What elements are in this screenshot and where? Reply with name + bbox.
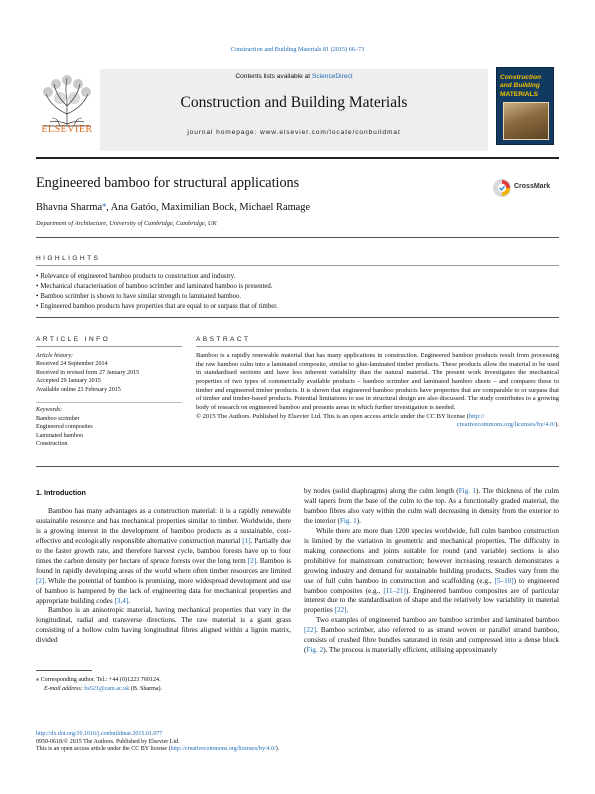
paragraph — [304, 616, 559, 656]
text-run: ). — [356, 516, 361, 525]
figure-link[interactable]: Fig. 1 — [339, 516, 357, 525]
license-link-cont[interactable]: creativecommons.org/licenses/by/4.0/ — [456, 421, 556, 429]
doi-link[interactable]: http://dx.doi.org/10.1016/j.conbuildmat.2015.01.077 — [36, 731, 163, 737]
bottom-matter — [36, 731, 436, 754]
abstract-text — [196, 352, 559, 430]
divider — [36, 466, 559, 467]
keywords — [36, 406, 182, 449]
header-divider — [36, 157, 559, 159]
citation-link[interactable]: [5–10] — [494, 576, 514, 585]
divider — [36, 402, 182, 403]
figure-link[interactable]: Fig. 1 — [458, 487, 477, 495]
email-line — [36, 685, 291, 694]
text-run: . — [128, 596, 131, 605]
journal-reference[interactable]: Construction and Building Materials 81 (2015) 66–73 — [230, 46, 365, 53]
publisher-name: ELSEVIER — [41, 124, 93, 135]
list-item: Received 24 September 2014 — [36, 361, 108, 368]
divider — [36, 317, 559, 318]
authors-rest: , Ana Gatóo, Maximilian Bock, Michael Ramage — [106, 202, 311, 213]
list-item: • Bamboo scrimber is shown to have similar strength to laminated bamboo. — [36, 292, 559, 302]
section-heading: 1. Introduction — [36, 488, 86, 497]
text-run: . Bamboo scrimber, also referred to as strand woven or parallel strand bamboo, consists of crushed fibre bundles saturated in resin and compressed into a dense block ( — [304, 626, 559, 655]
highlights-heading: HIGHLIGHTS — [36, 255, 101, 262]
list-item: • Mechanical characterisation of bamboo scrimber and laminated bamboo is presented. — [36, 282, 559, 292]
article-title: Engineered bamboo for structural applications — [36, 175, 300, 191]
homepage-link[interactable]: www.elsevier.com/locate/conbuildmat — [259, 129, 401, 136]
crossmark-label: CrossMark — [514, 183, 551, 190]
text-run: Two examples of engineered bamboo are bamboo scrimber and laminated bamboo — [316, 616, 559, 625]
paragraph — [304, 487, 559, 527]
citation-link[interactable]: [11–21] — [383, 586, 406, 595]
citation-link[interactable]: [22] — [304, 626, 316, 635]
text-run: While there are more than 1200 species worldwide, full culm bamboo construction is limited by the variation in geometric and mechanical properties. The difficulty in making connections and joints suitable for round (and variable) sections is also prohibitive for mainstream construction; however increasing research demonstrates a growing industry and demand for sustainable building products. Studies vary from the use of full culm bamboo in construction and scaffolding (e.g., — [304, 526, 559, 585]
text-run: . While the potential of bamboo is promising, more widespread development and use of bamboo is hampered by the lack of engineering data for mechanical properties and appropriate building codes — [36, 576, 291, 605]
list-item: • Engineered bamboo products have properties that are equal to or surpass that of timber. — [36, 302, 559, 312]
list-item: Construction — [36, 441, 68, 448]
footnote-text: Corresponding author. Tel.: +44 (0)1223 760124. — [39, 677, 161, 683]
divider — [36, 346, 182, 347]
citation-link[interactable]: [2] — [36, 576, 45, 585]
text-run: . — [346, 606, 349, 615]
highlights-list — [36, 272, 559, 312]
corresponding-author-mark[interactable]: ⁎ — [102, 200, 107, 209]
footnote-divider — [36, 670, 92, 671]
oa-text: This is an open access article under the CC BY license ( — [36, 746, 171, 753]
divider — [36, 237, 559, 238]
list-item: Received in revised form 27 January 2015 — [36, 369, 140, 376]
body-left-column — [36, 488, 291, 646]
abstract-license: © 2015 The Authors. Published by Elsevier Ltd. This is an open access article under the CC BY license ( — [196, 412, 469, 420]
issn-line: 0950-0618/© 2015 The Authors. Published by Elsevier Ltd. — [36, 738, 180, 745]
divider — [196, 346, 559, 347]
contents-line — [100, 73, 488, 80]
crossmark-icon — [492, 178, 512, 198]
journal-homepage — [100, 129, 488, 136]
email-link[interactable]: bs521@cam.ac.uk — [84, 685, 130, 692]
journal-title: Construction and Building Materials — [180, 94, 408, 111]
article-history — [36, 352, 182, 394]
text-run: ). The thickness of the culm wall tapers from the base of the culm to the top. As a functionally graded material, the bamboo fibres also vary within the culm wall decreasing in density from the exterior to the interior ( — [304, 487, 560, 525]
article-info-heading: ARTICLE INFO — [36, 336, 111, 343]
text-run: ). Engineered bamboo composites are of particular interest due to the standardisation of shape and the relatively low variability in material properties — [304, 586, 559, 615]
keywords-label: Keywords: — [36, 407, 63, 413]
paragraph — [304, 527, 559, 617]
paragraph: Bamboo is an anisotropic material, having mechanical properties that vary in the longitudinal, radial and transverse directions. The raw material is a giant grass consisting of a hollow culm having longitudinal fibres aligned within a lignin matrix, divided — [36, 606, 291, 645]
email-suffix: (B. Sharma). — [129, 685, 163, 692]
corresponding-author-note — [36, 676, 291, 685]
footnote — [36, 676, 291, 693]
divider — [36, 265, 559, 266]
footnote-mark: ⁎ — [36, 677, 40, 683]
history-label: Article history: — [36, 353, 74, 359]
text-run: . Partially due to the faster growth rate, and therefore harvest cycle, bamboo forests have up to four times the carbon density per hectare of spruce forests over the long term — [36, 536, 291, 565]
list-item: Bamboo scrimber — [36, 415, 80, 422]
author-list — [36, 200, 310, 213]
list-item: Laminated bamboo — [36, 432, 84, 439]
list-item: • Relevance of engineered bamboo products to construction and industry. — [36, 272, 559, 282]
license-link[interactable]: http:// — [468, 412, 485, 420]
abstract-body: Bamboo is a rapidly renewable material that has many applications in construction. Engineered bamboo products result from processing the raw bamboo culm into a laminated composite, similar to glue-laminated timber products. These products allow the material to be used in standardised sections and have less inherent variability than the natural material. The present work investigates the mechanical properties of two types of commercially available products – bamboo scrimber and laminated bamboo sheets – and compares these to timber and engineered timber products. It is shown that engineered bamboo products have properties that are comparable to or surpass that of timber and timber-based products. Potential limitations to use in structural design are also discussed. The study contributes to a growing body of research on engineered bamboo and presents areas in which further investigation is needed. — [196, 352, 559, 411]
text-run: by nodes (solid diaphragms) along the culm length ( — [304, 487, 459, 495]
body-right-column — [304, 487, 559, 656]
paragraph — [36, 507, 291, 607]
cover-subtitle: MATERIALS — [500, 91, 538, 98]
list-item: Available online 23 February 2015 — [36, 386, 121, 393]
citation-link[interactable]: [3,4] — [114, 596, 129, 605]
crossmark-badge[interactable] — [492, 178, 558, 198]
license-end: ). — [555, 421, 559, 429]
cover-image — [503, 102, 549, 140]
sciencedirect-link[interactable]: ScienceDirect — [311, 73, 353, 80]
citation-link[interactable]: [1] — [242, 536, 251, 545]
list-item: Engineered composites — [36, 424, 93, 431]
citation-link[interactable]: [22] — [334, 606, 347, 615]
text-run: ). The process is materially efficient, utilising approximately — [323, 646, 498, 655]
affiliation: Department of Architecture, University of Cambridge, Cambridge, UK — [36, 220, 217, 227]
contents-prefix: Contents lists available at — [235, 73, 312, 80]
author-first: Bhavna Sharma — [36, 202, 103, 213]
text-run: Bamboo has many advantages as a construction material: it is a rapidly renewable sustainable resource and has mechanical properties similar to timber. Worldwide, there is a growing interest in the development of bamboo products as a sustainable, cost-effective and ecologically responsible alternative construction material — [36, 506, 291, 545]
open-access-line — [36, 746, 436, 754]
citation-link[interactable]: [2] — [247, 556, 257, 565]
email-label: E-mail address: — [44, 685, 83, 692]
oa-end: ). — [275, 746, 280, 753]
homepage-label: journal homepage: — [187, 129, 260, 136]
list-item: Accepted 29 January 2015 — [36, 378, 101, 385]
text-run: . Bamboo is found in rapidly developing areas of the world where often timber resources are limited — [36, 556, 291, 575]
text-run: ) to engineered bamboo composites (e.g., — [304, 576, 559, 595]
journal-cover — [496, 67, 554, 145]
figure-link[interactable]: Fig. 2 — [306, 646, 324, 655]
license-link[interactable]: http://creativecommons.org/licenses/by/4.0/ — [170, 746, 276, 753]
cover-title: Construction and Building — [500, 74, 542, 89]
abstract-heading: ABSTRACT — [196, 336, 251, 343]
